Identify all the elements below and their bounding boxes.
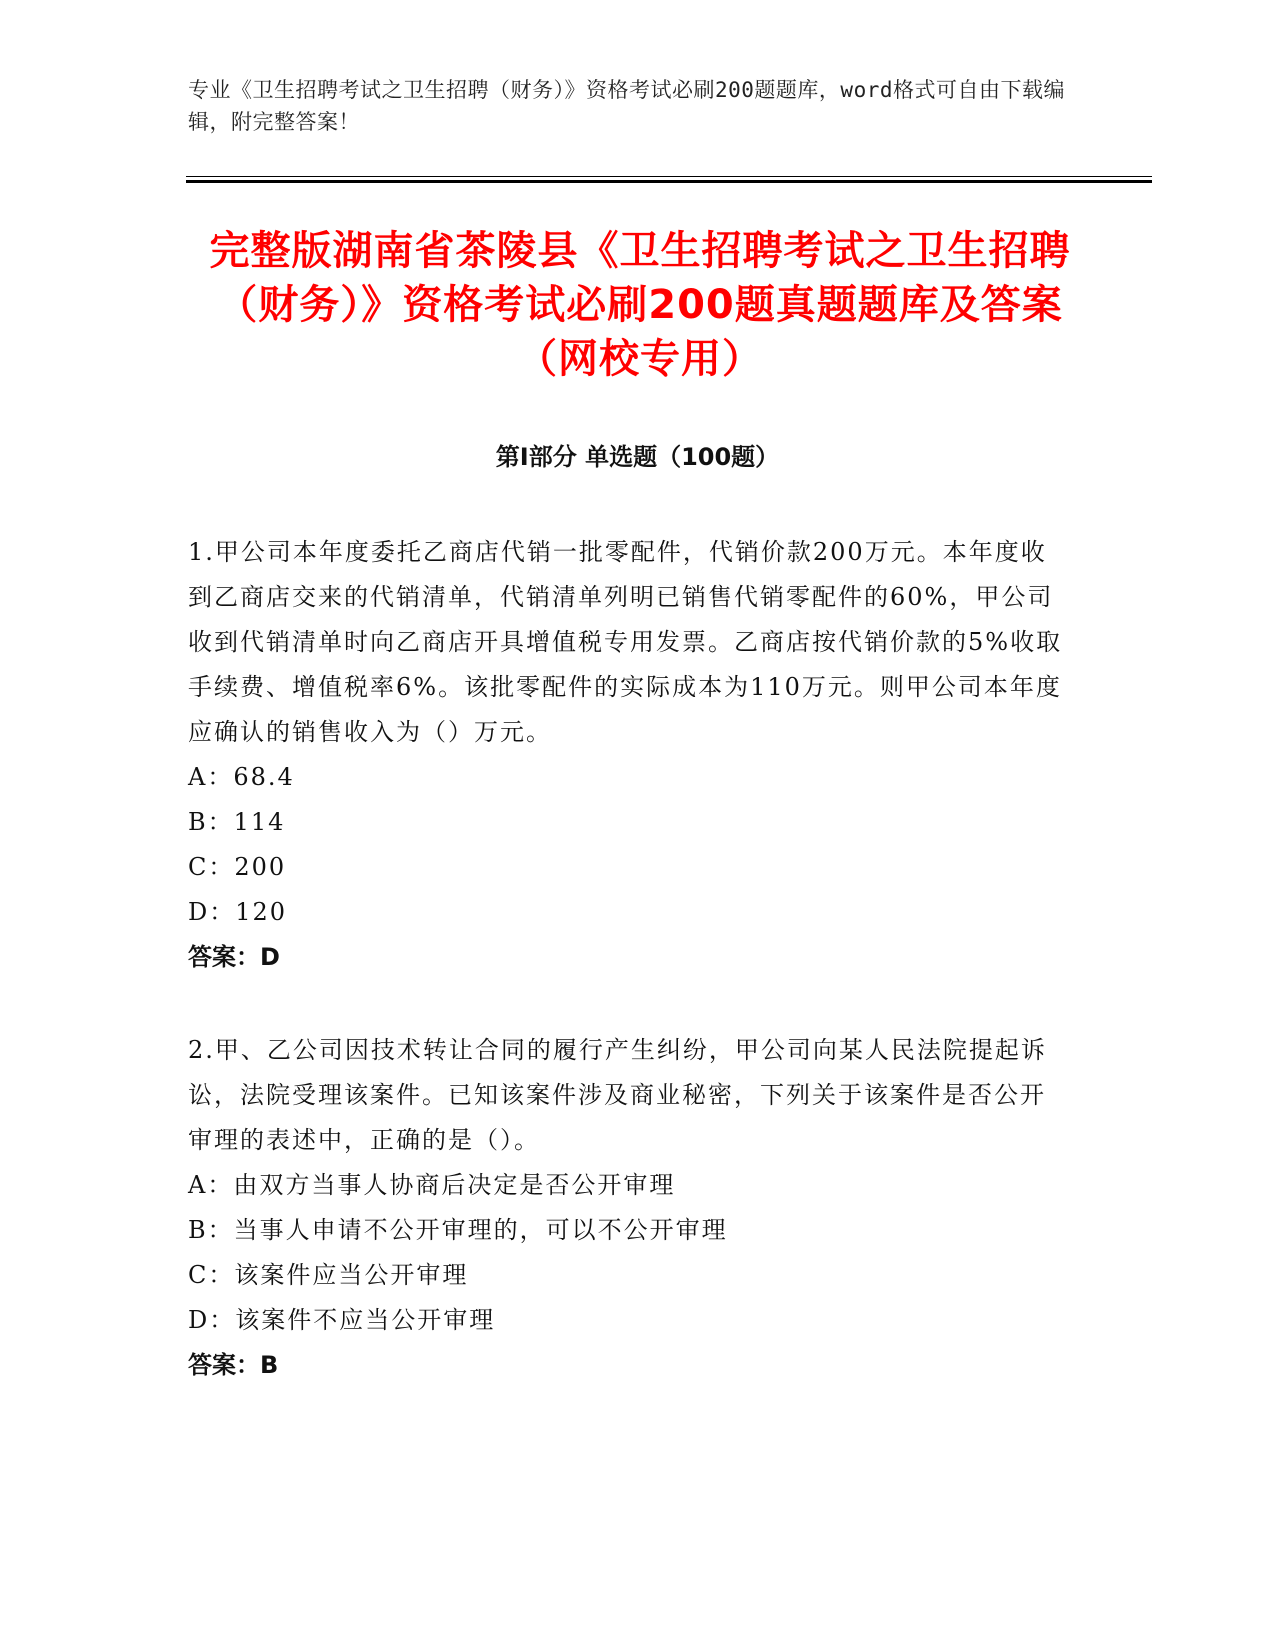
option-a: A：68.4 <box>188 763 295 791</box>
header-divider-thick <box>186 180 1152 183</box>
section-heading: 第Ⅰ部分 单选题（100题） <box>495 443 780 471</box>
document-title: 完整版湖南省茶陵县《卫生招聘考试之卫生招聘（财务）》资格考试必刷200题真题题库及答案（网校专用） <box>209 228 1071 382</box>
question-stem: 2.甲、乙公司因技术转让合同的履行产生纠纷，甲公司向某人民法院提起诉讼，法院受理该案件。已知该案件涉及商业秘密，下列关于该案件是否公开审理的表述中，正确的是（）。 <box>188 1036 1047 1154</box>
question-1 <box>188 530 1068 980</box>
option-d: D：120 <box>188 898 288 926</box>
option-a: A：由双方当事人协商后决定是否公开审理 <box>188 1171 676 1199</box>
option-c: C：200 <box>188 853 287 881</box>
option-c: C：该案件应当公开审理 <box>188 1261 469 1289</box>
question-2 <box>188 1028 1068 1388</box>
option-b: B：当事人申请不公开审理的，可以不公开审理 <box>188 1216 728 1244</box>
option-d: D：该案件不应当公开审理 <box>188 1306 496 1334</box>
question-stem: 1.甲公司本年度委托乙商店代销一批零配件，代销价款200万元。本年度收到乙商店交来的代销清单，代销清单列明已销售代销零配件的60%，甲公司收到代销清单时向乙商店开具增值税专用发票。乙商店按代销价款的5%收取手续费、增值税率6%。该批零配件的实际成本为110万元。则甲公司本年度应确认的销售收入为（）万元。 <box>188 538 1063 746</box>
answer: 答案：B <box>188 1351 279 1379</box>
header-divider-thin <box>186 176 1152 177</box>
option-b: B：114 <box>188 808 286 836</box>
header-note: 专业《卫生招聘考试之卫生招聘（财务）》资格考试必刷200题题库，word格式可自由下载编辑，附完整答案！ <box>188 78 1065 134</box>
answer: 答案：D <box>188 943 280 971</box>
